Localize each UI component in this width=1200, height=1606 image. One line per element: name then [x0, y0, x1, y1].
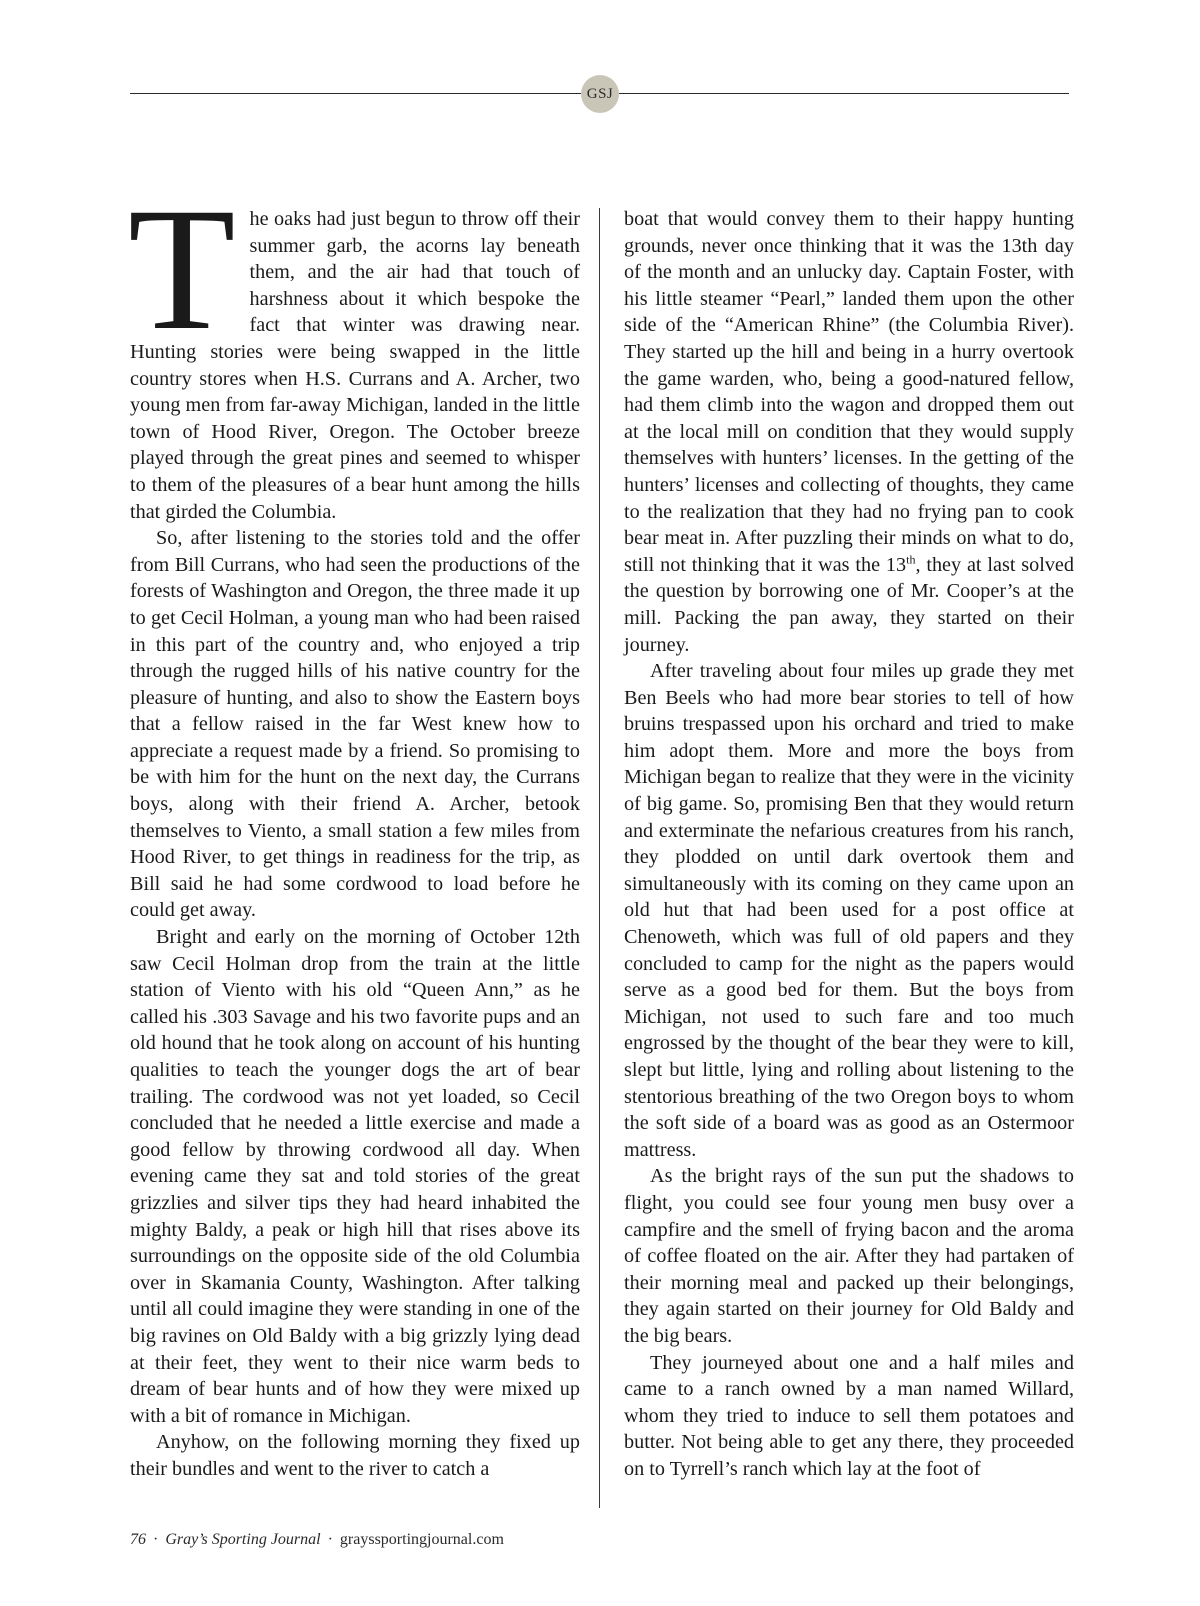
- website-url: grayssportingjournal.com: [339, 1531, 504, 1548]
- article-paragraph-1: [128, 172, 580, 525]
- footer-separator: ·: [327, 1531, 333, 1548]
- header-rule-left: [130, 93, 581, 94]
- drop-cap: T: [128, 172, 236, 367]
- page-number: 76: [130, 1531, 146, 1548]
- article-paragraph-3: Bright and early on the morning of October 12th saw Cecil Holman drop from the train at the little station of Viento with his old “Queen Ann,” as he called his .303 Savage and his two favorite pups and an old hound that he took along on account of his hunting qualities to teach the younger dogs the art of bear trailing. The cordwood was not yet loaded, so Cecil concluded that he needed a little exercise and made a good fellow by throwing cordwood all day. When evening came they sat and told stories of the great grizzlies and silver tips they had heard inhabited the mighty Baldy, a peak or high hill that rises above its surroundings on the opposite side of the old Columbia over in Skamania County, Washington. After talking until all could imagine they were standing in one of the big ravines on Old Baldy with a big grizzly lying dead at their feet, they went to their nice warm beds to dream of bear hunts and of how they were mixed up with a bit of romance in Michigan.: [130, 926, 580, 1427]
- superscript-ordinal: th: [906, 551, 916, 566]
- article-paragraph-2: So, after listening to the stories told and the offer from Bill Currans, who had seen the productions of the forests of Washington and Oregon, the three made it up to get Cecil Holman, a young man who had been raised in this part of the country and, who enjoyed a trip through the rugged hills of his native country for the pleasure of hunting, and also to show the Eastern boys that a fellow raised in the far West knew how to appreciate a request made by a friend. So promising to be with him for the hunt on the next day, the Currans boys, along with their friend A. Archer, betook themselves to Viento, a small station a few miles from Hood River, to get things in readiness for the trip, as Bill said he had some cordwood to load before he could get away.: [130, 527, 580, 922]
- right-column: [624, 206, 1074, 1483]
- left-column: [128, 172, 580, 1483]
- paragraph-text: , they at last solved the question by borrowing one of Mr. Cooper’s at the mill. Packing the pan away, they started on their journey.: [624, 553, 1074, 656]
- page-footer: [130, 1531, 504, 1549]
- paragraph-text: he oaks had just begun to throw off their summer garb, the acorns lay beneath them, and the air had that touch of harshness about it which bespoke the fact that winter was drawing near. Hunting stories were being swapped in the little country stores when H.S. Currans and A. Archer, two young men from far-away Michigan, landed in the little town of Hood River, Oregon. The October breeze played through the great pines and seemed to whisper to them of the pleasures of a bear hunt among the hills that girded the Columbia.: [130, 208, 580, 523]
- article-paragraph-4: Anyhow, on the following morning they fixed up their bundles and went to the river to catch a: [130, 1431, 580, 1480]
- article-paragraph-continued: [624, 206, 1074, 658]
- header-rule-right: [619, 93, 1069, 94]
- column-divider: [599, 208, 600, 1508]
- publication-name: Gray’s Sporting Journal: [165, 1531, 321, 1548]
- article-paragraph-6: As the bright rays of the sun put the shadows to flight, you could see four young men busy over a campfire and the smell of frying bacon and the aroma of coffee floated on the air. After they had partaken of their morning meal and packed up their belongings, they again started on their journey for Old Baldy and the big bears.: [624, 1165, 1074, 1347]
- gsj-logo-text: GSJ: [586, 85, 614, 102]
- article-paragraph-5: After traveling about four miles up grade they met Ben Beels who had more bear stories to tell of how bruins trespassed upon his orchard and tried to make him adopt them. More and more the boys from Michigan began to realize that they were in the vicinity of big game. So, promising Ben that they would return and exterminate the nefarious creatures from his ranch, they plodded on until dark overtook them and simultaneously with its coming on they came upon an old hut that had been used for a post office at Chenoweth, which was full of old papers and they concluded to camp for the night as the papers would serve as a good bed for them. But the boys from Michigan, not used to such fare and too much engrossed by the thought of the bear they were to kill, slept but little, lying and rolling about listening to the stentorious breathing of the two Oregon boys to whom the soft side of a board was as good as an Ostermoor mattress.: [624, 660, 1074, 1161]
- gsj-logo-badge: [581, 75, 619, 113]
- paragraph-text: boat that would convey them to their happy hunting grounds, never once thinking that it was the 13th day of the month and an unlucky day. Captain Foster, with his little steamer “Pearl,” landed them upon the other side of the “American Rhine” (the Columbia River). They started up the hill and being in a hurry overtook the game warden, who, being a good-natured fellow, had them climb into the wagon and dropped them out at the local mill on condition that they would supply themselves with hunters’ licenses. In the getting of the hunters’ licenses and collecting of thoughts, they came to the realization that they had no frying pan to cook bear meat in. After puzzling their minds on what to do, still not thinking that it was the 13: [624, 208, 1074, 576]
- footer-separator: ·: [153, 1531, 159, 1548]
- article-paragraph-7: They journeyed about one and a half miles and came to a ranch owned by a man named Willard, whom they tried to induce to sell them potatoes and butter. Not being able to get any there, they proceeded on to Tyrrell’s ranch which lay at the foot of: [624, 1351, 1074, 1480]
